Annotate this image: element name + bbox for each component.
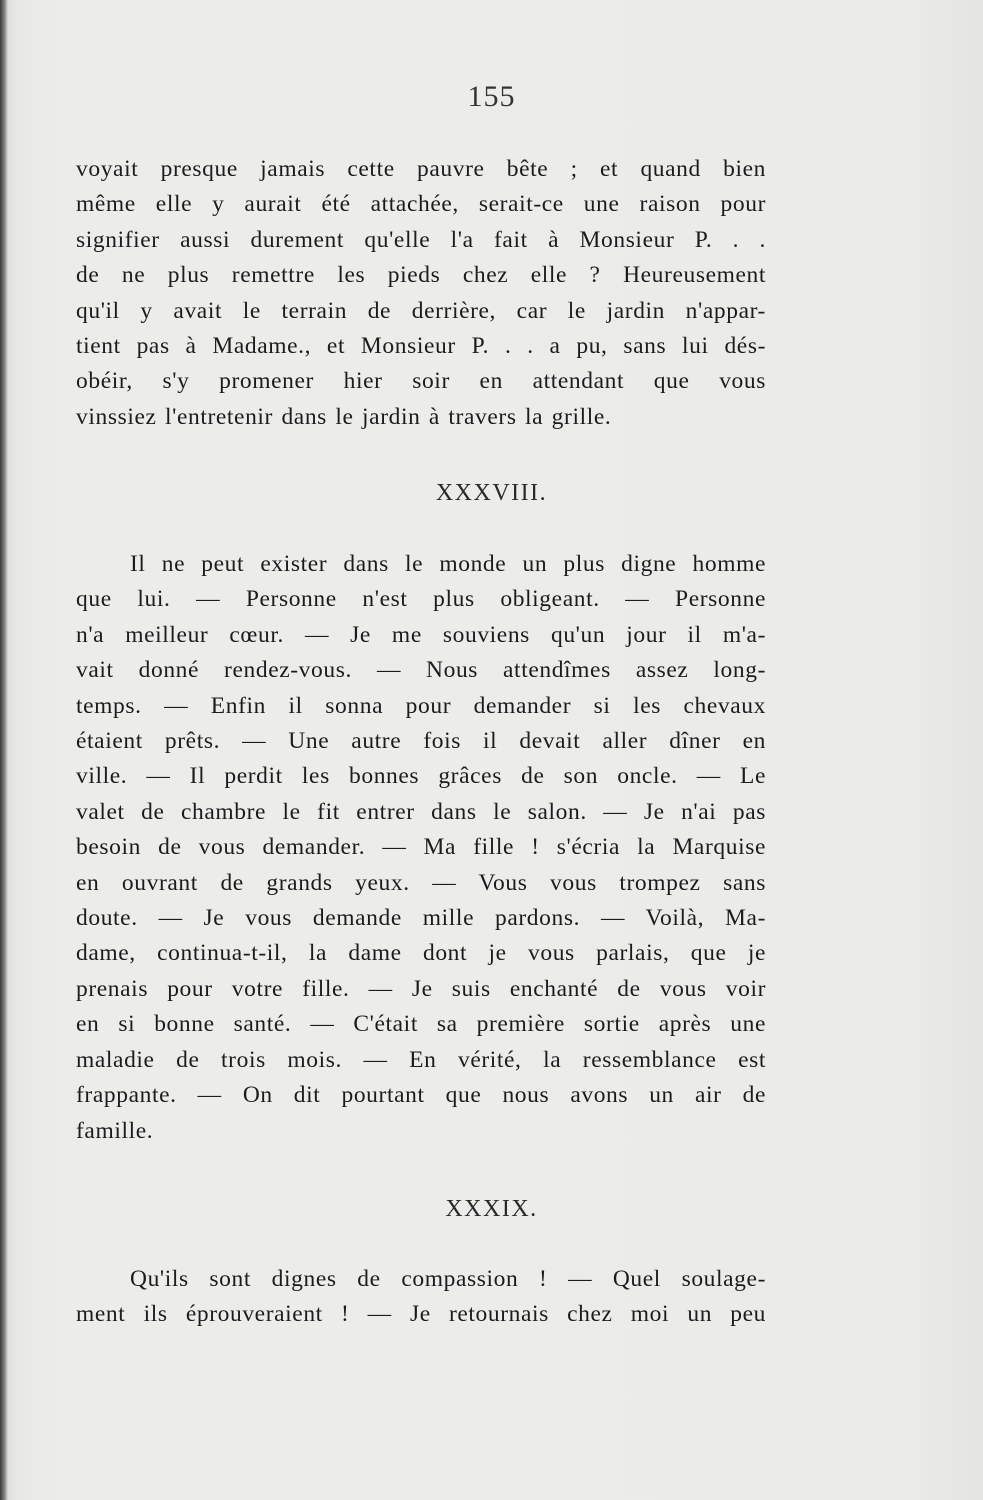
text-line: en si bonne santé. — C'était sa première sortie après une	[76, 1011, 766, 1038]
paragraph-continued	[76, 152, 766, 435]
text-line: tient pas à Madame., et Monsieur P. . . a pu, sans lui dés-	[76, 333, 766, 360]
text-line: maladie de trois mois. — En vérité, la ressemblance est	[76, 1046, 766, 1073]
text-line: frappante. — On dit pourtant que nous avons un air de	[76, 1082, 766, 1109]
text-line: ment ils éprouveraient ! — Je retournais chez moi un peu	[76, 1301, 766, 1328]
text-line: doute. — Je vous demande mille pardons. — Voilà, Ma-	[76, 905, 766, 932]
text-line: Qu'ils sont dignes de compassion ! — Quel soulage-	[130, 1266, 766, 1292]
text-line: temps. — Enfin il sonna pour demander si les chevaux	[76, 692, 766, 719]
text-line: de ne plus remettre les pieds chez elle ? Heureusement	[76, 262, 766, 289]
text-line: valet de chambre le fit entrer dans le salon. — Je n'ai pas	[76, 798, 766, 825]
text-line: prenais pour votre fille. — Je suis enchanté de vous voir	[76, 975, 766, 1002]
text-line: vait donné rendez-vous. — Nous attendîmes assez long-	[76, 657, 766, 684]
paragraph-xxxviii	[76, 547, 766, 1149]
page-number: 155	[467, 80, 516, 113]
text-line: voyait presque jamais cette pauvre bête ; et quand bien	[76, 156, 766, 182]
section-heading-xxxix: XXXIX.	[445, 1196, 538, 1222]
section-heading-xxxviii: XXXVIII.	[435, 480, 548, 506]
text-line: obéir, s'y promener hier soir en attendant que vous	[76, 368, 766, 395]
paragraph-xxxix	[76, 1262, 766, 1333]
text-line: étaient prêts. — Une autre fois il devait aller dîner en	[76, 728, 766, 755]
text-line: signifier aussi durement qu'elle l'a fait à Monsieur P. . .	[76, 226, 766, 253]
text-line: en ouvrant de grands yeux. — Vous vous trompez sans	[76, 869, 766, 896]
text-line: que lui. — Personne n'est plus obligeant. — Personne	[76, 586, 766, 613]
text-line: même elle y aurait été attachée, serait-ce une raison pour	[76, 191, 766, 218]
text-line: n'a meilleur cœur. — Je me souviens qu'un jour il m'a-	[76, 621, 766, 648]
text-line: vinssiez l'entretenir dans le jardin à travers la grille.	[76, 403, 612, 430]
text-line: famille.	[76, 1117, 154, 1144]
text-line: ville. — Il perdit les bonnes grâces de son oncle. — Le	[76, 763, 766, 790]
text-line: dame, continua-t-il, la dame dont je vous parlais, que je	[76, 940, 766, 967]
text-line: besoin de vous demander. — Ma fille ! s'écria la Marquise	[76, 834, 766, 861]
text-line: qu'il y avait le terrain de derrière, car le jardin n'appar-	[76, 297, 766, 324]
page-spine-shadow	[0, 0, 8, 1500]
text-line: Il ne peut exister dans le monde un plus digne homme	[130, 551, 766, 577]
